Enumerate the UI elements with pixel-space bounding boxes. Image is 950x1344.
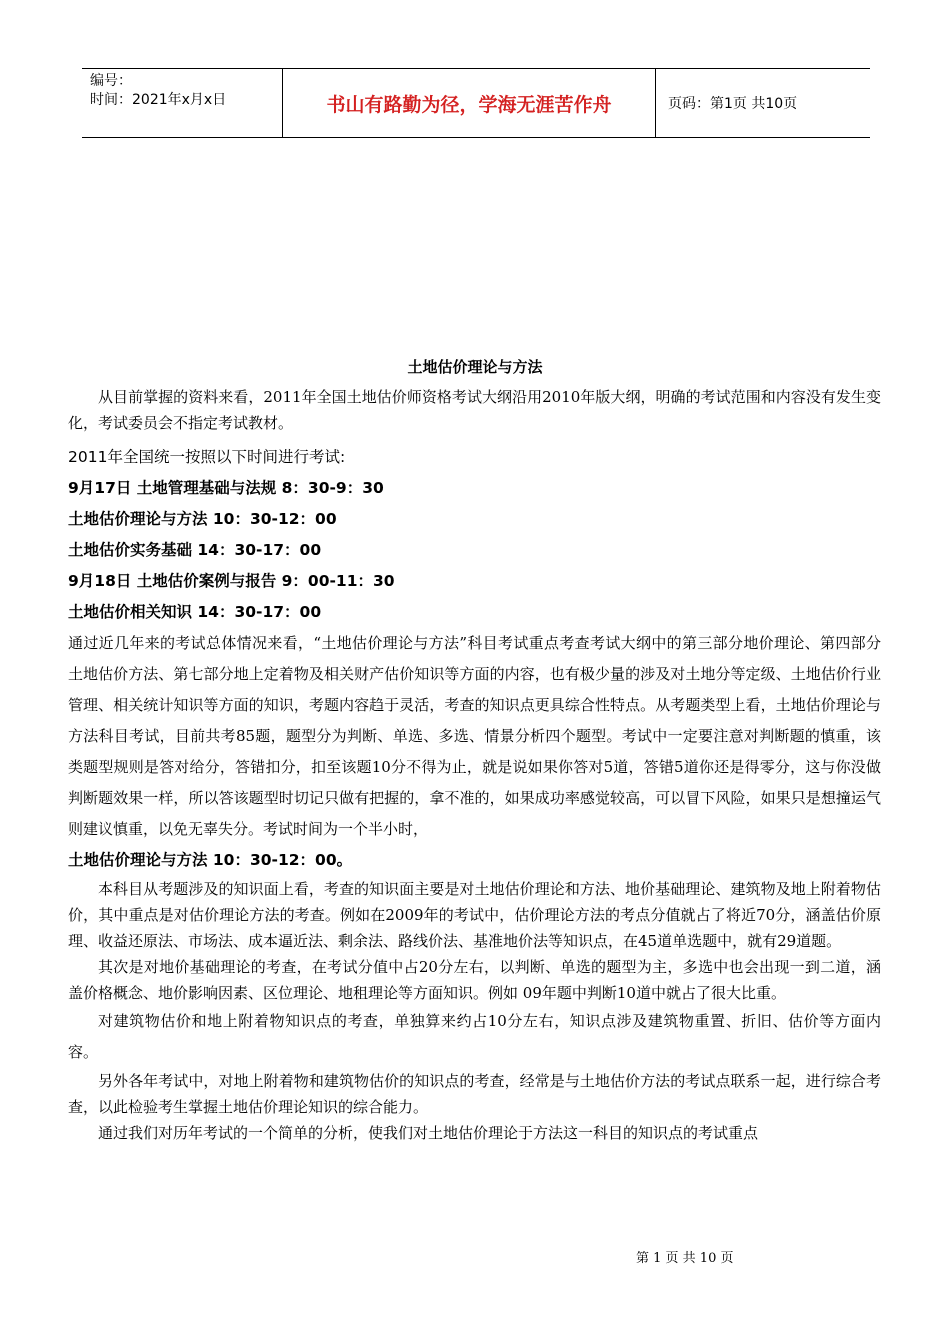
document-title: 土地估价理论与方法 <box>407 358 543 376</box>
page-info: 页码：第1页 共10页 <box>668 96 798 112</box>
page-header <box>82 68 870 138</box>
paragraph-knowledge: 本科目从考题涉及的知识面上看，考查的知识面主要是对土地估价理论和方法、地价基础理论、建筑物及地上附着物估价，其中重点是对估价理论方法的考查。例如在2009年的考试中，估价理论方法的考点分值就占了将近70分，涵盖估价原理、收益还原法、市场法、成本逼近法、剩余法、路线价法、基准地价法等知识点，在45道单选题中，就有29道题。 <box>68 880 881 950</box>
paragraph-overview: 通过近几年来的考试总体情况来看，“土地估价理论与方法”科目考试重点考查考试大纲中的第三部分地价理论、第四部分 土地估价方法、第七部分地上定着物及相关财产估价知识等方面的内容，也有极少量的涉及对土地分等定级、土地估价行业管理、相关统计知识等方面的知识，考题内容趋于灵活，考查的知识点更具综合性特点。从考题类型上看，土地估价理论与方法科目考试，目前共考85题，题型分为判断、单选、多选、情景分析四个题型。考试中一定要注意对判断题的慎重，该类题型规则是答对给分，答错扣分，扣至该题10分不得为止，就是说如果你答对5道，答错5道你还是得零分，这与你没做判断题效果一样，所以答该题型时切记只做有把握的，拿不准的，如果成功率感觉较高，可以冒下风险，如果只是想撞运气则建议慎重，以免无辜失分。考试时间为一个半小时， <box>68 634 881 838</box>
motto: 书山有路勤为径，学海无涯苦作舟 <box>282 69 656 137</box>
date-label: 时间：2021年x月x日 <box>90 92 227 108</box>
paragraph-building: 对建筑物估价和地上附着物知识点的考查，单独算来约占10分左右，知识点涉及建筑物重置、折旧、估价等方面内容。 <box>68 1012 881 1061</box>
number-label: 编号： <box>90 73 132 89</box>
paragraph-combined: 另外各年考试中，对地上附着物和建筑物估价的知识点的考查，经常是与土地估价方法的考试点联系一起，进行综合考查，以此检验考生掌握土地估价理论知识的综合能力。 <box>68 1072 881 1116</box>
paragraph-basic-theory: 其次是对地价基础理论的考查，在考试分值中占20分左右，以判断、单选的题型为主，多选中也会出现一到二道，涵盖价格概念、地价影响因素、区位理论、地租理论等方面知识。例如 09年题中判断10道中就占了很大比重。 <box>68 958 881 1002</box>
exam-schedule-heading: 2011年全国统一按照以下时间进行考试: <box>68 448 346 466</box>
exam-time-heading: 土地估价理论与方法 10：30-12：00。 <box>68 851 353 869</box>
header-left-cell <box>82 69 282 137</box>
paragraph-summary: 通过我们对历年考试的一个简单的分析，使我们对土地估价理论于方法这一科目的知识点的考试重点 <box>98 1124 759 1142</box>
page-footer: 第 1 页 共 10 页 <box>636 1251 734 1266</box>
schedule-item: 土地估价相关知识 14：30-17：00 <box>68 603 322 621</box>
schedule-item: 9月17日 土地管理基础与法规 8：30-9：30 <box>68 479 384 497</box>
paragraph-intro: 从目前掌握的资料来看，2011年全国土地估价师资格考试大纲沿用2010年版大纲，明确的考试范围和内容没有发生变化，考试委员会不指定考试教材。 <box>68 388 881 432</box>
schedule-item: 土地估价实务基础 14：30-17：00 <box>68 541 322 559</box>
document-body <box>68 384 881 1146</box>
schedule-item: 9月18日 土地估价案例与报告 9：00-11：30 <box>68 572 395 590</box>
schedule-item: 土地估价理论与方法 10：30-12：00 <box>68 510 337 528</box>
